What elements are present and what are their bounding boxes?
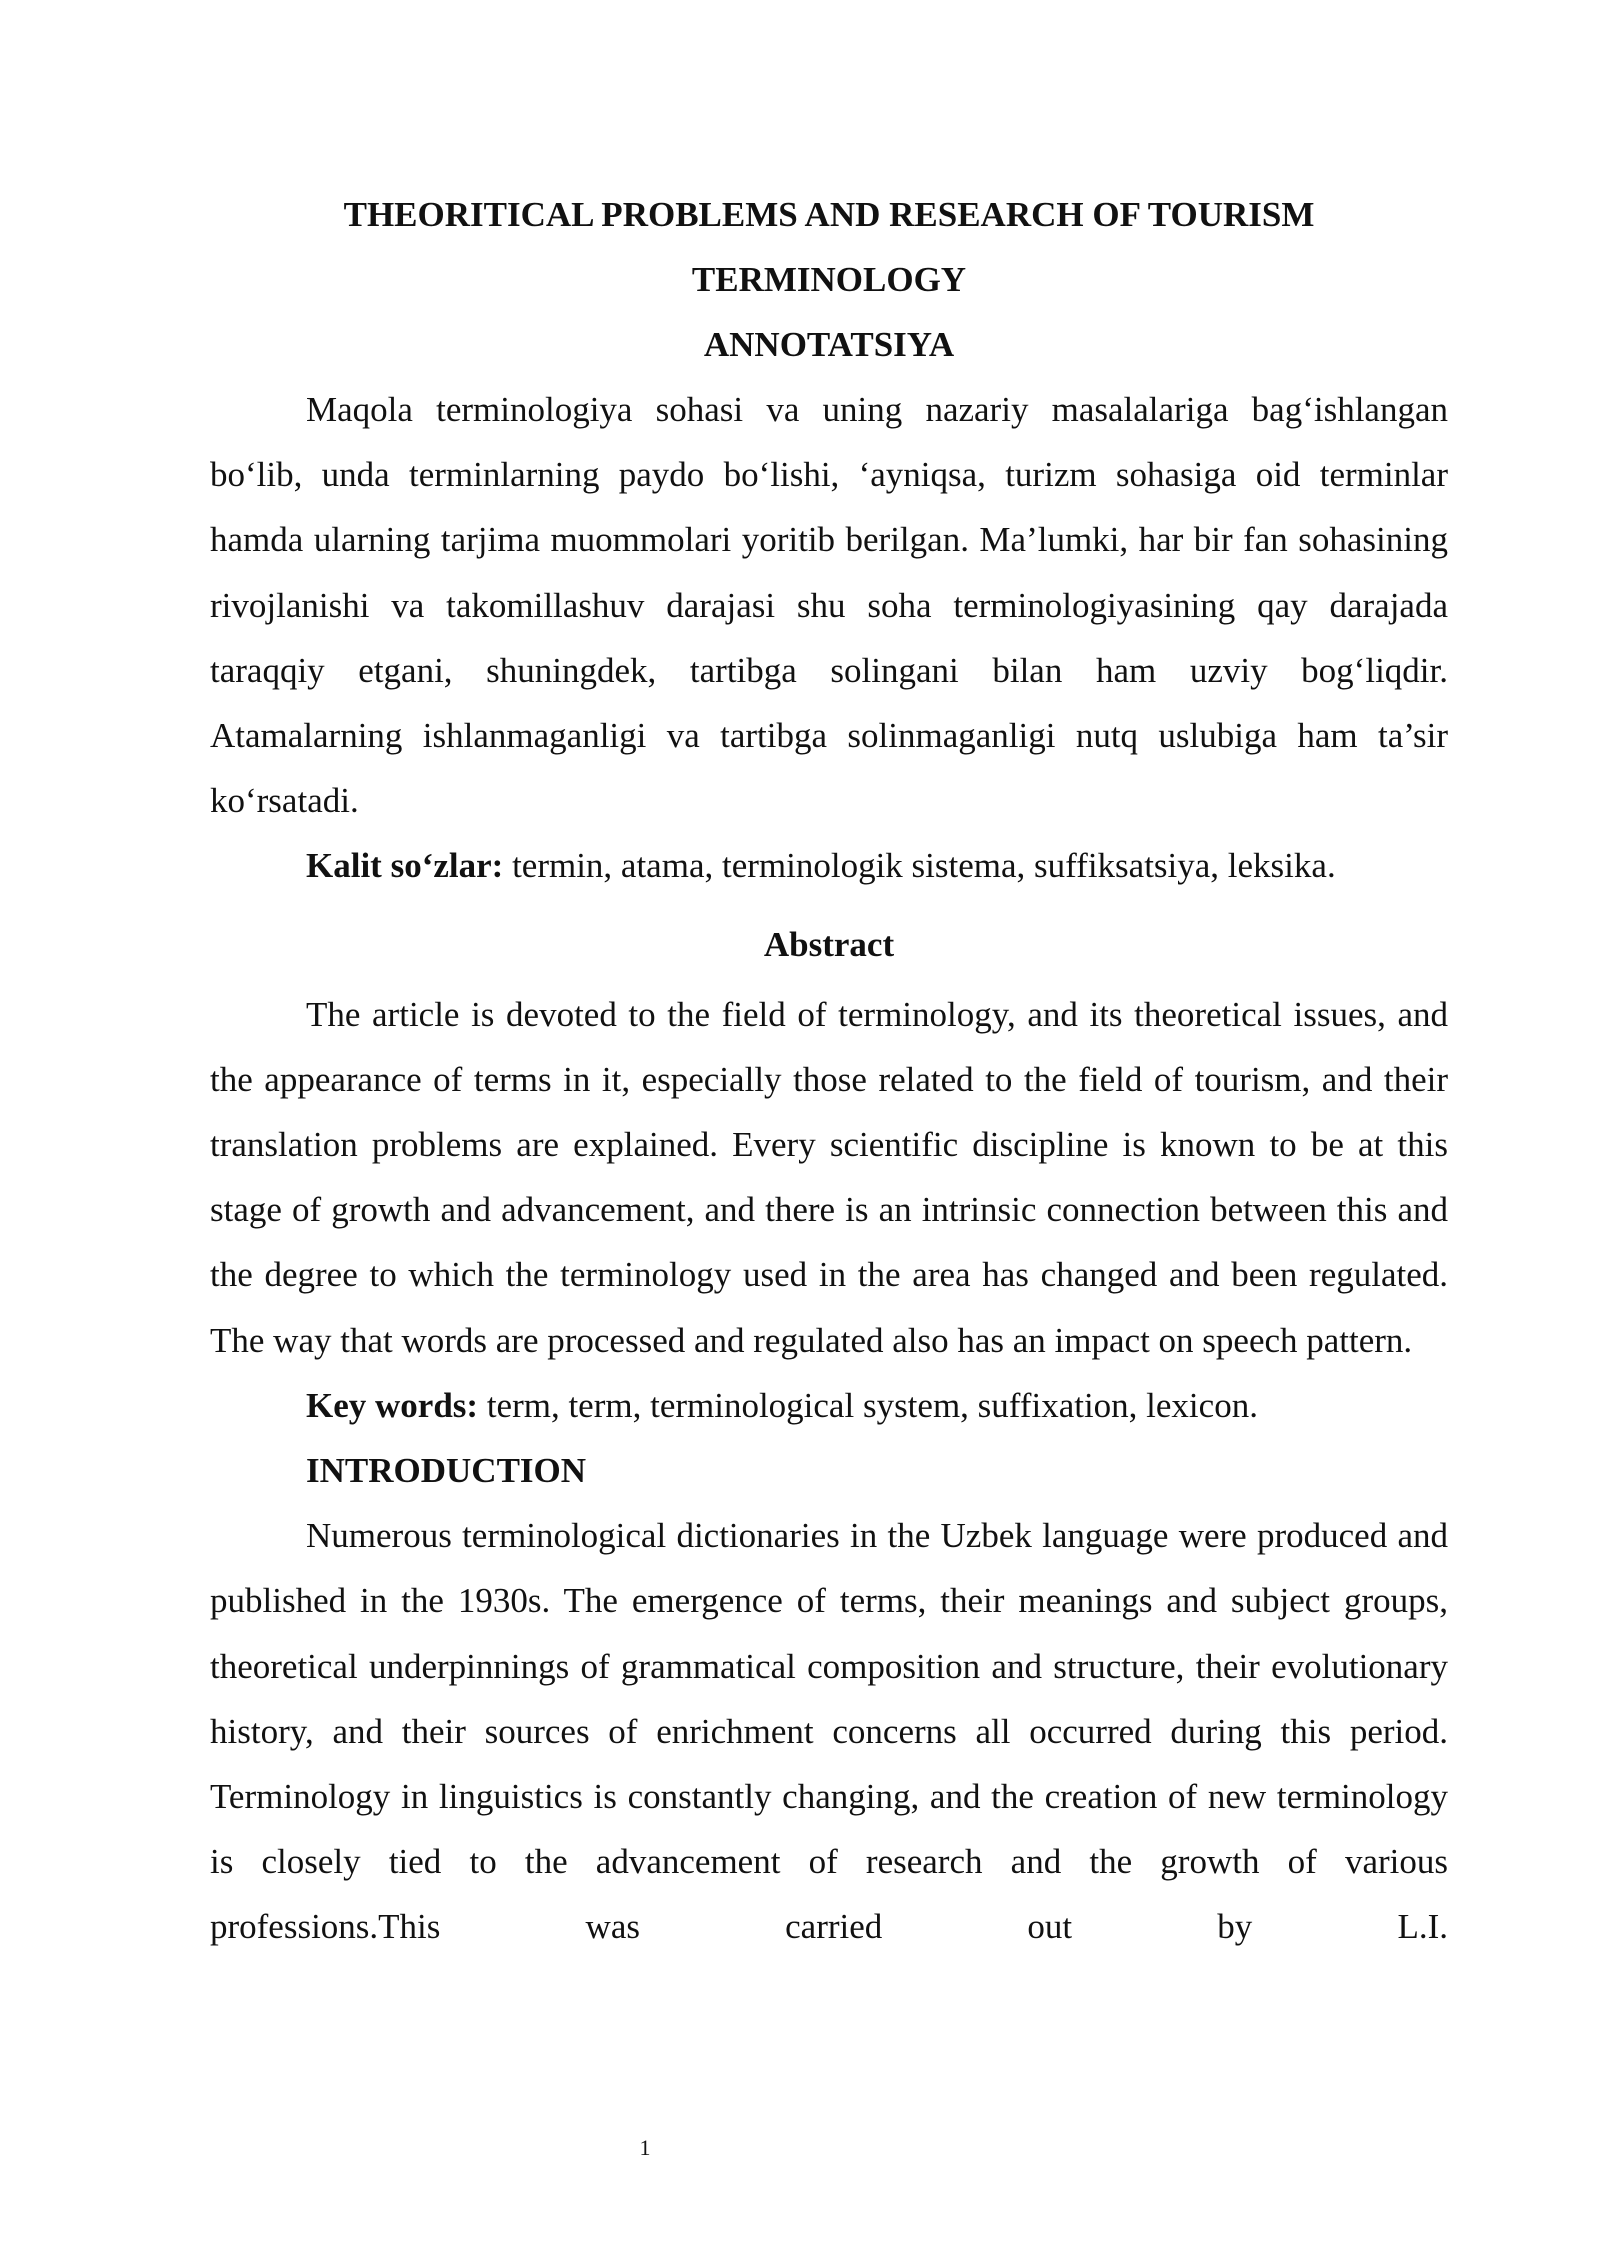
keywords-text: term, term, terminological system, suffixation, lexicon. bbox=[478, 1385, 1258, 1425]
keywords-paragraph bbox=[210, 1373, 1448, 1438]
article-title-line-2: TERMINOLOGY bbox=[691, 260, 967, 299]
introduction-heading: INTRODUCTION bbox=[306, 1451, 587, 1491]
page-number: 1 bbox=[639, 2135, 651, 2160]
abstract-heading: Abstract bbox=[763, 924, 895, 964]
keywords-label: Key words: bbox=[306, 1385, 479, 1425]
annotation-paragraph: Maqola terminologiya sohasi va uning nazariy masalalariga bag‘ishlangan bo‘lib, unda terminlarning paydo bo‘lishi, ‘ayniqsa, turizm sohasiga oid terminlar hamda ularning tarjima muommolari yoritib berilgan. Ma’lumki, har bir fan sohasining rivojlanishi va takomillashuv darajasi shu soha terminologiyasining qay darajada taraqqiy etgani, shuningdek, tartibga solingani bilan ham uzviy bog‘liqdir. Atamalarning ishlanmaganligi va tartibga solinmaganligi nutq uslubiga ham ta’sir ko‘rsatadi. bbox=[210, 390, 1448, 821]
kalit-sozlar-paragraph bbox=[210, 833, 1448, 898]
article-title-line-1: THEORITICAL PROBLEMS AND RESEARCH OF TOURISM bbox=[343, 195, 1315, 234]
annotation-heading: ANNOTATSIYA bbox=[703, 325, 955, 364]
abstract-paragraph: The article is devoted to the field of terminology, and its theoretical issues, and the appearance of terms in it, especially those related to the field of tourism, and their translation problems are explained. Every scientific discipline is known to be at this stage of growth and advancement, and there is an intrinsic connection between this and the degree to which the terminology used in the area has changed and been regulated. The way that words are processed and regulated also has an impact on speech pattern. bbox=[210, 994, 1448, 1360]
page-content bbox=[210, 182, 1448, 1960]
kalit-sozlar-label: Kalit so‘zlar: bbox=[306, 846, 504, 886]
introduction-paragraph: Numerous terminological dictionaries in the Uzbek language were produced and published in the 1930s. The emergence of terms, their meanings and subject groups, theoretical underpinnings of grammatical composition and structure, their evolutionary history, and their sources of enrichment concerns all occurred during this period. Terminology in linguistics is constantly changing, and the creation of new terminology is closely tied to the advancement of research and the growth of various professions.This was carried out by L.I. bbox=[210, 1516, 1448, 1947]
kalit-sozlar-text: termin, atama, terminologik sistema, suffiksatsiya, leksika. bbox=[503, 846, 1336, 886]
